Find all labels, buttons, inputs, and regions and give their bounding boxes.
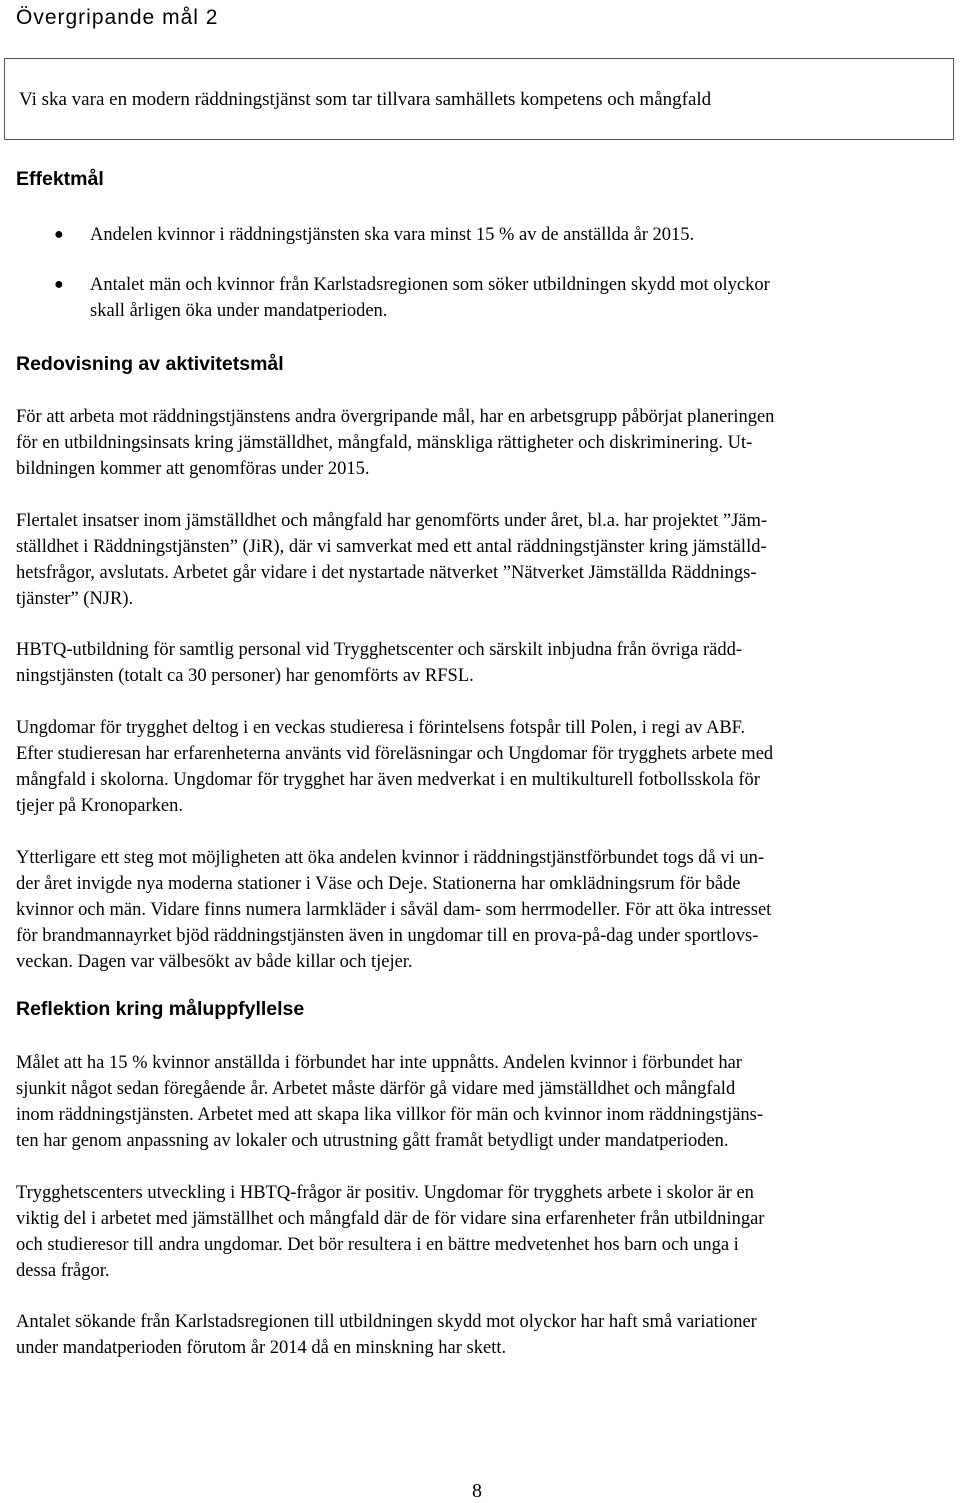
paragraph-line: HBTQ-utbildning för samtlig personal vid Trygghetscenter och särskilt inbjudna från övriga rädd- (16, 640, 742, 660)
paragraph-line: dessa frågor. (16, 1261, 110, 1281)
paragraph-line: Efter studieresan har erfarenheterna använts vid föreläsningar och Ungdomar för trygghets arbete med (16, 744, 774, 764)
paragraph (16, 1180, 944, 1284)
paragraph-line: För att arbeta mot räddningstjänstens andra övergripande mål, har en arbetsgrupp påbörjat planeringen (16, 407, 775, 427)
paragraph-line: ningstjänsten (totalt ca 30 personer) har genomförts av RFSL. (16, 666, 474, 686)
paragraph-line: ten har genom anpassning av lokaler och utrustning gått framåt betydligt under mandatperioden. (16, 1131, 729, 1151)
paragraph-line: mångfald i skolorna. Ungdomar för trygghet har även medverkat i en multikulturell fotbollsskola för (16, 770, 760, 790)
paragraph (16, 637, 944, 689)
effektmal-list (16, 222, 936, 348)
paragraph-line: Ytterligare ett steg mot möjligheten att öka andelen kvinnor i räddningstjänstförbundet togs då vi un- (16, 848, 765, 868)
paragraph-line: för brandmannayrket bjöd räddningstjänsten även in ungdomar till en prova-på-dag under sportlovs- (16, 926, 759, 946)
bullet-icon: ● (54, 276, 64, 293)
paragraph-line: under mandatperioden förutom år 2014 då en minskning har skett. (16, 1338, 507, 1358)
paragraph-line: Antalet sökande från Karlstadsregionen till utbildningen skydd mot olyckor har haft små variationer (16, 1312, 757, 1332)
paragraph (16, 845, 944, 975)
paragraph (16, 715, 944, 819)
paragraph-line: Målet att ha 15 % kvinnor anställda i förbundet har inte uppnåtts. Andelen kvinnor i förbundet har (16, 1053, 742, 1073)
paragraph-line: inom räddningstjänsten. Arbetet med att skapa lika villkor för män och kvinnor inom räddningstjäns- (16, 1105, 764, 1125)
page-title: Övergripande mål 2 (16, 6, 219, 29)
paragraph-line: och studieresor till andra ungdomar. Det bör resultera i en bättre medvetenhet hos barn och unga i (16, 1235, 739, 1255)
heading-effektmal: Effektmål (16, 168, 104, 190)
list-item-line: Andelen kvinnor i räddningstjänsten ska vara minst 15 % av de anställda år 2015. (90, 225, 695, 245)
heading-reflektion: Reflektion kring måluppfyllelse (16, 998, 305, 1020)
paragraph-line: hetsfrågor, avslutats. Arbetet går vidare i det nystartade nätverket ”Nätverket Jämställda Räddnings- (16, 563, 757, 583)
paragraph (16, 1050, 944, 1154)
paragraph-line: sjunkit något sedan föregående år. Arbetet måste därför gå vidare med jämställdhet och mångfald (16, 1079, 736, 1099)
heading-redovisning: Redovisning av aktivitetsmål (16, 353, 284, 375)
paragraph (16, 404, 944, 482)
paragraph-line: Ungdomar för trygghet deltog i en veckas studieresa i förintelsens fotspår till Polen, i regi av ABF. (16, 718, 746, 738)
page-number: 8 (472, 1480, 482, 1502)
list-item-line: Antalet män och kvinnor från Karlstadsregionen som söker utbildningen skydd mot olyckor (90, 275, 770, 295)
paragraph-line: bildningen kommer att genomföras under 2015. (16, 459, 370, 479)
paragraph-line: tjänster” (NJR). (16, 589, 134, 609)
paragraph-line: veckan. Dagen var välbesökt av både killar och tjejer. (16, 952, 413, 972)
paragraph-line: tjejer på Kronoparken. (16, 796, 183, 816)
paragraph-line: Flertalet insatser inom jämställdhet och mångfald har genomförts under året, bl.a. har projektet ”Jäm- (16, 511, 768, 531)
goal-statement: Vi ska vara en modern räddningstjänst som tar tillvara samhällets kompetens och mångfald (19, 89, 712, 110)
goal-box (4, 58, 954, 140)
paragraph-line: ställdhet i Räddningstjänsten” (JiR), där vi samverkat med ett antal räddningstjänster kring jämställd- (16, 537, 767, 557)
list-item-line: skall årligen öka under mandatperioden. (90, 301, 388, 321)
bullet-icon: ● (54, 226, 64, 243)
paragraph-line: der året invigde nya moderna stationer i Väse och Deje. Stationerna har omklädningsrum för både (16, 874, 741, 894)
list-item (16, 222, 936, 248)
paragraph (16, 508, 944, 612)
paragraph-line: för en utbildningsinsats kring jämställdhet, mångfald, mänskliga rättigheter och diskriminering. Ut- (16, 433, 753, 453)
list-item (16, 272, 936, 324)
paragraph (16, 1309, 944, 1361)
paragraph-line: Trygghetscenters utveckling i HBTQ-frågor är positiv. Ungdomar för trygghets arbete i skolor är en (16, 1183, 754, 1203)
paragraph-line: viktig del i arbetet med jämställhet och mångfald där de för vidare sina erfarenheter från utbildningar (16, 1209, 765, 1229)
paragraph-line: kvinnor och män. Vidare finns numera larmkläder i såväl dam- som herrmodeller. För att öka intresset (16, 900, 772, 920)
